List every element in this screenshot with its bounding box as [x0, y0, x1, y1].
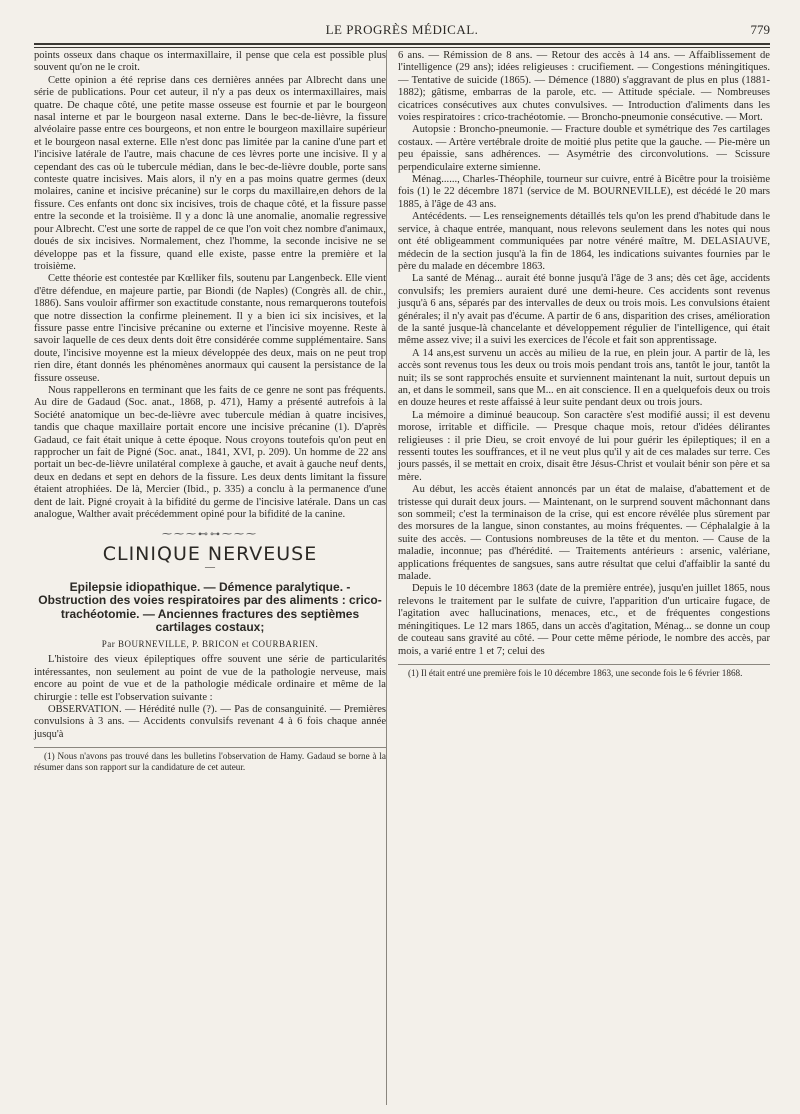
- paragraph: Au début, les accès étaient annoncés par un état de malaise, d'abattement et de tristesse qui durait deux jours. — Maintenant, on le surprend souvent mâchonnant dans son sommeil; c'est la terminaison de la crise, qui est encore révélée plus sûrement par des morsures de la langue, sinon constantes, au moins fréquentes. — Céphalalgie à la suite des accès. — Contusions nombreuses de la tête et du menton. — Cause de la maladie, inconnue; pas d'hérédité. — Traitements antérieurs : arsenic, valériane, applications fréquentes de sangsues, sans autre résultat que celui d'affaiblir la santé du malade.: [398, 484, 770, 583]
- footnote: [398, 664, 770, 679]
- journal-title: LE PROGRÈS MÉDICAL.: [325, 22, 479, 37]
- paragraph: A 14 ans,est survenu un accès au milieu de la rue, en plein jour. A partir de là, les accès sont revenus tous les deux ou trois mois pendant trois ans, tantôt le jour, tantôt la nuit; ils se sont rapprochés ensuite et surviennent maintenant la nuit, surtout depuis un an, et dans le sommeil, sans que M... en ait conscience. Il en a quelquefois deux ou trois en douze heures et reste affaissé à leur suite pendant deux ou trois jours.: [398, 347, 770, 409]
- paragraph: Cette opinion a été reprise dans ces dernières années par Albrecht dans une série de publications. Pour cet auteur, il n'y a pas deux os intermaxillaires, mais quatre. De chaque côté, une petite masse osseuse est fournie et par le bourgeon nasal interne et par le bourgeon nasal externe. Dans le bec-de-lièvre, la fissure alvéolaire passe entre ces bourgeons, et non entre le bourgeon maxillaire supérieur et le bourgeon nasal externe. Elle n'est donc pas limitée par la canine d'une part et l'incisive latérale de l'autre, mais chacune de ces lèvres porte une incisive. Il y a cependant des cas où le tubercule médian, dans le bec-de-lièvre double, porte sans conteste quatre incisives. Mais alors, il n'y en a pas moins quatre germes (deux molaires, canine et incisive précanine) sur le corps du maxillaire,en dehors de la fissure. Ces enfants ont donc six incisives, trois de chaque côté, et la fissure passe entre la seconde et la troisième. Il y a donc là une anomalie, anomalie regressive pour Albrecht. C'est une sorte de rappel de ce que l'on voit chez nombre d'animaux, doués de six incisives. Normalement, chez l'homme, la seconde incisive ne se développe pas et la fissure, quand elle existe, passe entre la première et la troisième.: [34, 74, 386, 272]
- footnote-text: (1) Il était entré une première fois le 10 décembre 1863, une seconde fois le 6 février 1868.: [408, 667, 743, 678]
- paragraph: Depuis le 10 décembre 1863 (date de la première entrée), jusqu'en juillet 1865, nous relevons le traitement par le sulfate de cuivre, l'apparition d'un urticaire fugace, de l'agitation avec hallucinations, menaces, etc., et de fréquentes congestions méningitiques. Le 12 mars 1865, dans un accès d'agitation, Ménag... se donne un coup de couteau sans gravité au côté. — Pour cette même période, le nombre des accès, par mois, a varié entre 1 et 7; celui des: [398, 583, 770, 657]
- paragraph: points osseux dans chaque os intermaxillaire, il pense que cela est possible plus souvent qu'on ne le croit.: [34, 50, 386, 74]
- paragraph: Cette théorie est contestée par Kœlliker fils, soutenu par Langenbeck. Elle vient d'être défendue, en majeure partie, par Biondi (de Naples) (Congrès all. de chir., 1886). Sans vouloir affirmer son exactitude constante, nous remarquerons toutefois que notre dissection la confirme pleinement. Il y a bien ici six incisives, et la fissure passe entre l'incisive précanine ou externe et l'incisive moyenne. Reste à savoir laquelle de ces deux dents doit être considérée comme supplémentaire. Sans doute, l'incisive moyenne est la mieux développée des deux, mais on ne peut trop rien dire, étant donnés les phénomènes anormaux qui causent la persistance de la fissure osseuse.: [34, 273, 386, 384]
- header-rule-thick: [34, 43, 770, 45]
- paragraph: La santé de Ménag... aurait été bonne jusqu'à l'âge de 3 ans; dès cet âge, accidents convulsifs; les premiers auraient duré une demi-heure. Ces accidents sont revenus jusqu'à 6 ans, séparés par des intervalles de deux ou trois mois. Les convulsions étaient générales; il n'y avait pas d'écume. A partir de 6 ans, disparition des crises, amélioration de la santé jusque-là chancelante et développement régulier de l'intelligence, qui était même assez vive; il a suivi les exercices de l'école et fait son apprentissage.: [398, 273, 770, 347]
- article-title: Epilepsie idiopathique. — Démence paralytique. - Obstruction des voies respiratoires par des aliments : crico-trachéotomie. — Anciennes fractures des septièmes cartilages costaux;: [38, 579, 382, 635]
- observation-summary: 6 ans. — Rémission de 8 ans. — Retour des accès à 14 ans. — Affaiblissement de l'intelligence (29 ans); idées religieuses : crucifiement. — Congestions méningitiques. — Tentative de suicide (1865). — Démence (1880) s'aggravant de plus en plus (1881-1882); gâtisme, embarras de la parole, etc. — Attitude spéciale. — Nombreuses cicatrices consécutives aux chutes convulsives. — Introduction d'aliments dans les voies respiratoires : crico-trachéotomie. — Broncho-pneumonie consécutive. — Mort.: [398, 50, 770, 124]
- header-rule-thin: [34, 47, 770, 48]
- ornamental-separator: ⁓⁓⁓⊷⊶⁓⁓⁓: [162, 529, 258, 541]
- autopsy-summary: Autopsie : Broncho-pneumonie. — Fracture double et symétrique des 7es cartilages costaux. — Artère vertébrale droite de moitié plus petite que la gauche. — Pie-mère un peu épaissie, sans adhérences. — Asymétrie des circonvolutions. — Scissure perpendiculaire externe simienne.: [398, 124, 770, 173]
- paragraph: L'histoire des vieux épileptiques offre souvent une série de particularités intéressantes, non seulement au point de vue de la pathologie nerveuse, mais encore au point de vue et de la pathologie médicale ordinaire et même de la chirurgie : telle est l'observation suivante :: [34, 654, 386, 703]
- left-column: [34, 50, 386, 773]
- page-number: 779: [750, 22, 770, 37]
- footnote: [34, 747, 386, 773]
- paragraph: Ménag......, Charles-Théophile, tourneur sur cuivre, entré à Bicêtre pour la troisième fois (1) le 22 décembre 1871 (service de M. BOURNEVILLE), est décédé le 20 mars 1885, à l'âge de 43 ans.: [398, 174, 770, 210]
- paragraph: La mémoire a diminué beaucoup. Son caractère s'est modifié aussi; il est devenu morose, irritable et difficile. — Presque chaque mois, retour d'idées délirantes religieuses : il prie Dieu, se croit envoyé de lui pour guérir les épileptiques; il en a ressenti toutes les souffrances, et il ne veut plus qu'il y ait de ces malades sur terre. Ces jours passés, il se mettait en croix, disait être Jésus-Christ et voulait bénir son père et sa mère.: [398, 409, 770, 483]
- footnote-text: (1) Nous n'avons pas trouvé dans les bulletins l'observation de Hamy. Gadaud se borne à la résumer dans son rapport sur la candidature de cet auteur.: [34, 751, 386, 773]
- observation-summary: OBSERVATION. — Hérédité nulle (?). — Pas de consanguinité. — Premières convulsions à 3 ans. — Accidents convulsifs revenant 4 à 6 fois chaque année jusqu'à: [34, 704, 386, 740]
- column-divider: [386, 50, 387, 1105]
- paragraph: Nous rappellerons en terminant que les faits de ce genre ne sont pas fréquents. Au dire de Gadaud (Soc. anat., 1868, p. 471), Hamy a présenté autrefois à la Société anatomique un bec-de-lièvre avec tubercule médian à quatre incisives, tandis que chaque maxillaire portait encore une incisive précanine (1). D'après Gadaud, ce fait était unique à cette époque. Nous croyons toutefois qu'on peut en rapprocher un fait de Pigné (Soc. anat., 1841, XVI, p. 209). Un homme de 22 ans portait un bec-de-lièvre unilatéral complexe à gauche, et avait à gauche neuf dents, deux en dedans et sept en dehors de la fissure. Les deux dents limitant la fissure étaient atrophiées. De là, Mercier (Ibid., p. 335) a conclu à la permanence d'une dent de lait. Pigné croyait à la bifidité du germe de l'incisive latérale. Dans un cas analogue, Walther avait précédemment opiné pour la bifidité de la canine.: [34, 384, 386, 521]
- section-dash: —: [205, 562, 215, 574]
- right-column: [398, 50, 770, 679]
- section-title: CLINIQUE NERVEUSE: [102, 542, 318, 565]
- article-byline: Par BOURNEVILLE, P. BRICON et COURBARIEN.: [101, 639, 319, 650]
- page-header: [34, 22, 770, 40]
- paragraph: Antécédents. — Les renseignements détaillés tels qu'on les prend d'habitude dans le service, à chaque entrée, manquant, nous relevons seulement dans les notes qui nous ont été obligeamment communiquées par notre vénéré maître, M. DELASIAUVE, médecin de la section jusqu'à la fin de 1864, les indications suivantes fournies par le père du malade en décembre 1863.: [398, 211, 770, 272]
